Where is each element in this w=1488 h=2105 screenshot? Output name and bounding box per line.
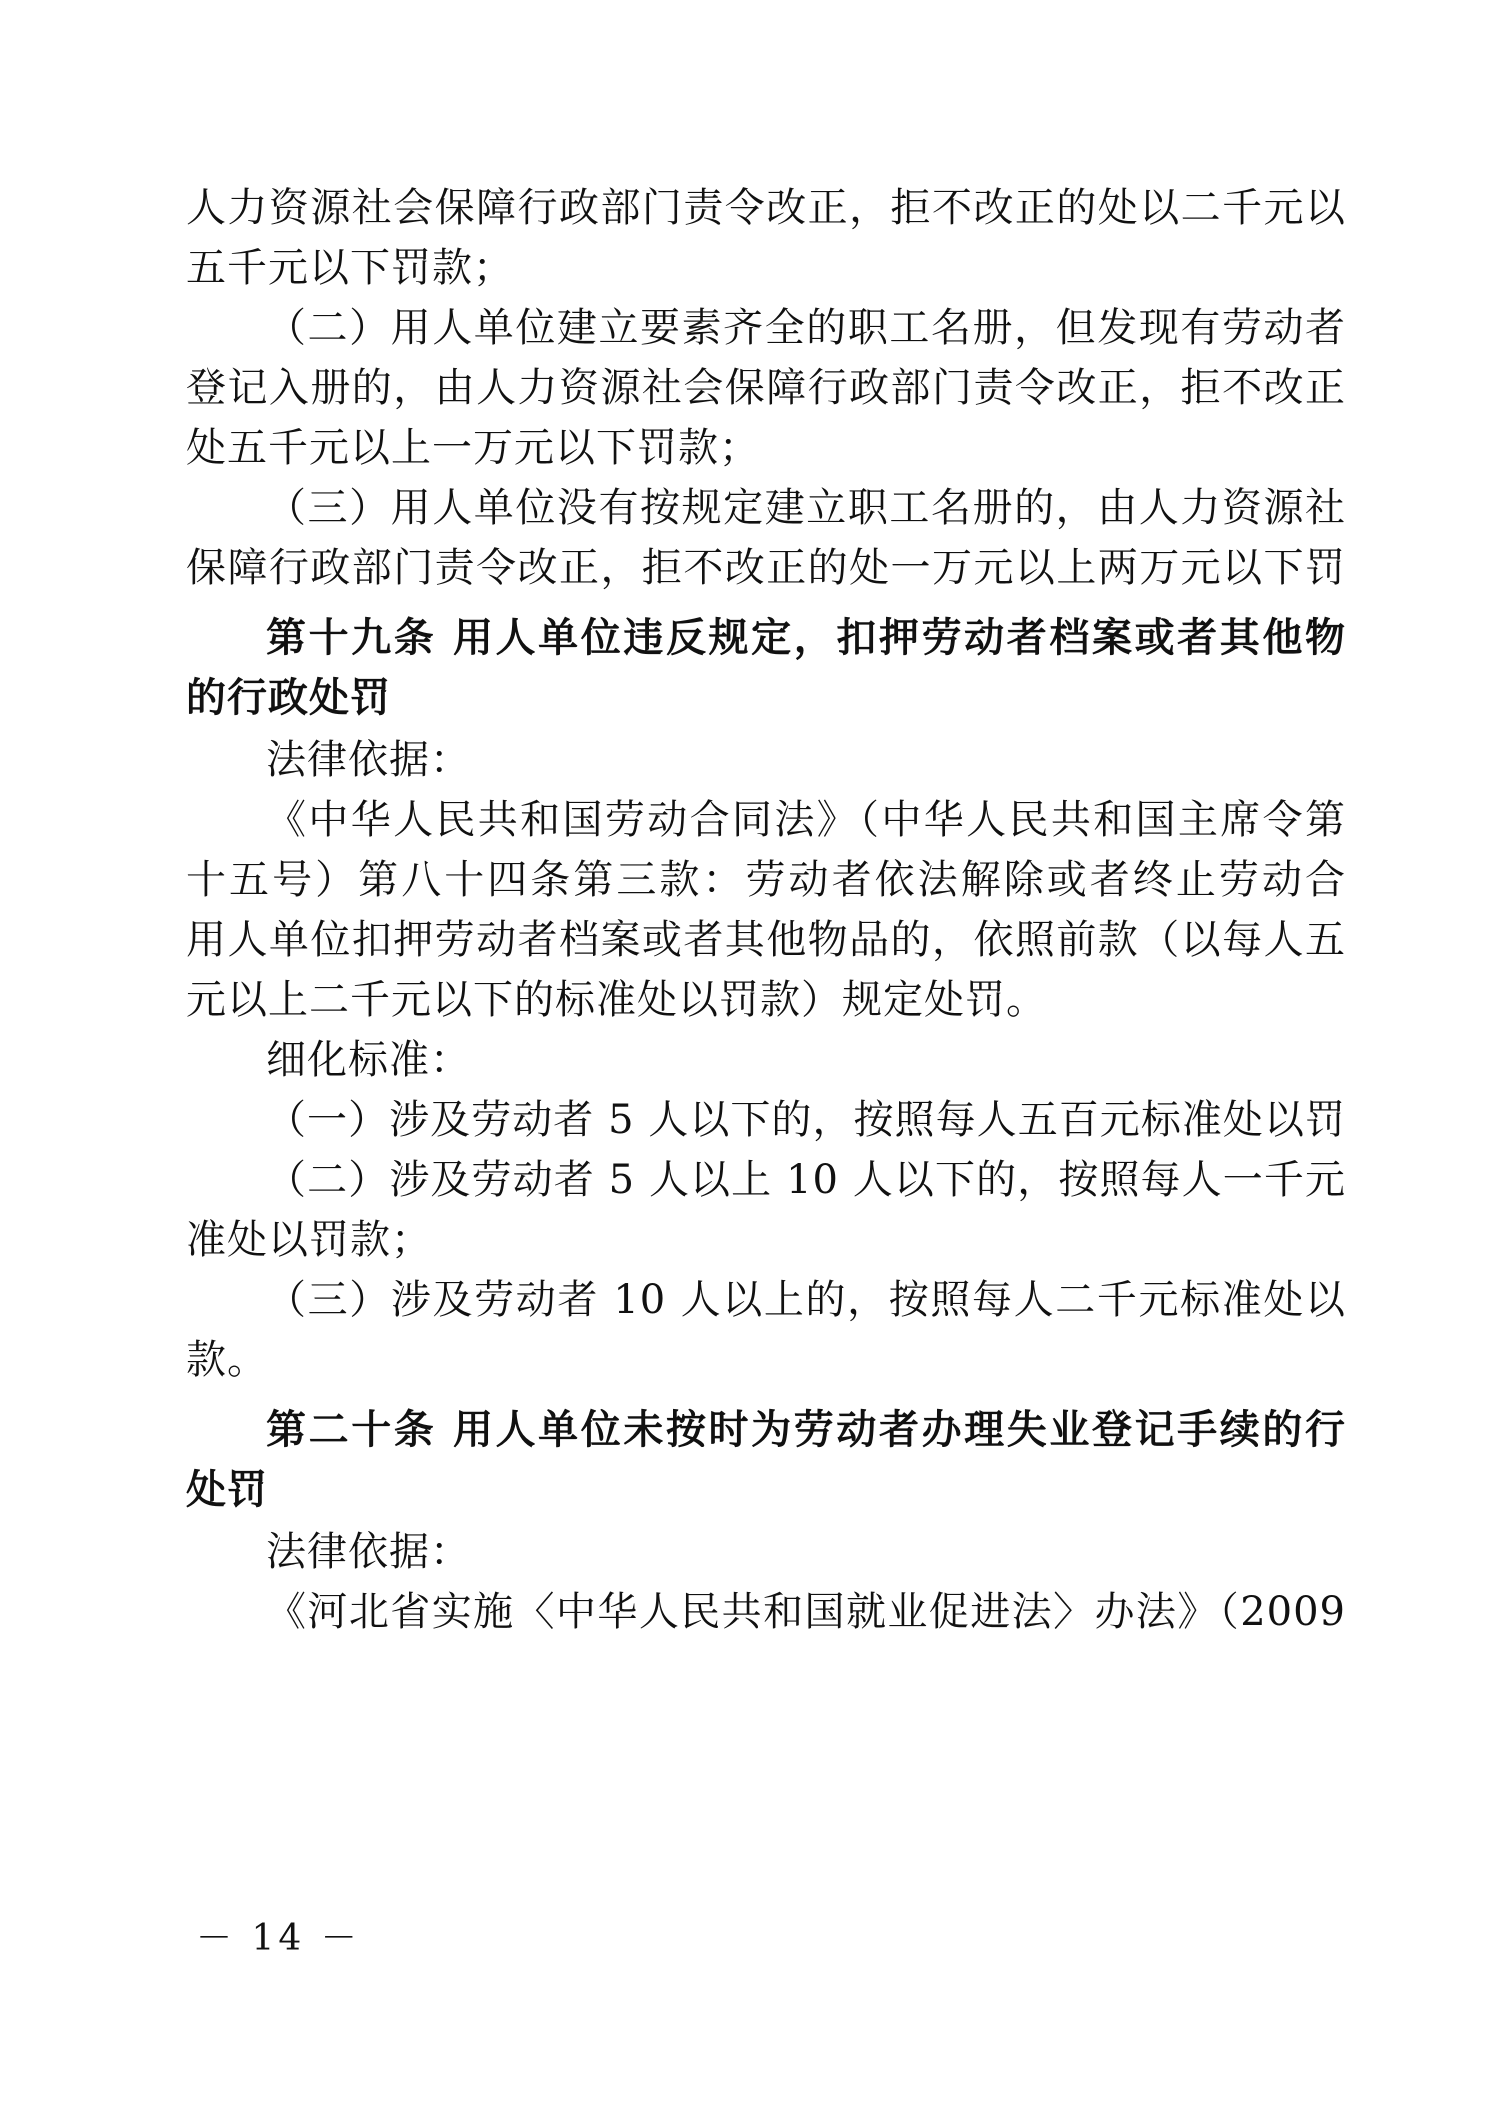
text-line: （一）涉及劳动者 5 人以下的，按照每人五百元标准处以罚 [266,1097,1346,1143]
article-heading: 第十九条 用人单位违反规定，扣押劳动者档案或者其他物 [266,615,1346,661]
section-label: 法律依据： [266,1529,471,1575]
article-heading-cont: 的行政处罚 [186,675,391,721]
text-line: 《河北省实施〈中华人民共和国就业促进法〉办法》（2009 [266,1589,1346,1635]
text-line: 人力资源社会保障行政部门责令改正，拒不改正的处以二千元以 [186,185,1346,231]
page-number: － 14 － [196,1918,361,1959]
text-line: （二）涉及劳动者 5 人以上 10 人以下的，按照每人一千元 [266,1157,1346,1203]
article-heading-cont: 处罚 [186,1467,268,1513]
text-line: 元以上二千元以下的标准处以罚款）规定处罚。 [186,977,1047,1023]
text-line: 登记入册的，由人力资源社会保障行政部门责令改正，拒不改正 [186,365,1346,411]
text-line: 五千元以下罚款； [186,245,514,291]
section-label: 法律依据： [266,737,471,783]
text-line: （三）用人单位没有按规定建立职工名册的，由人力资源社 [266,485,1346,531]
text-line: 处五千元以上一万元以下罚款； [186,425,760,471]
text-line: 保障行政部门责令改正，拒不改正的处一万元以上两万元以下罚 [186,545,1346,591]
article-heading: 第二十条 用人单位未按时为劳动者办理失业登记手续的行 [266,1407,1346,1453]
text-line: 十五号）第八十四条第三款：劳动者依法解除或者终止劳动合 [186,857,1346,903]
section-label: 细化标准： [266,1037,471,1083]
text-line: （二）用人单位建立要素齐全的职工名册，但发现有劳动者 [266,305,1346,351]
text-line: 准处以罚款； [186,1217,432,1263]
text-line: 《中华人民共和国劳动合同法》（中华人民共和国主席令第 [266,797,1346,843]
text-line: 用人单位扣押劳动者档案或者其他物品的，依照前款（以每人五 [186,917,1346,963]
text-line: 款。 [186,1337,268,1383]
text-line: （三）涉及劳动者 10 人以上的，按照每人二千元标准处以 [266,1277,1346,1323]
